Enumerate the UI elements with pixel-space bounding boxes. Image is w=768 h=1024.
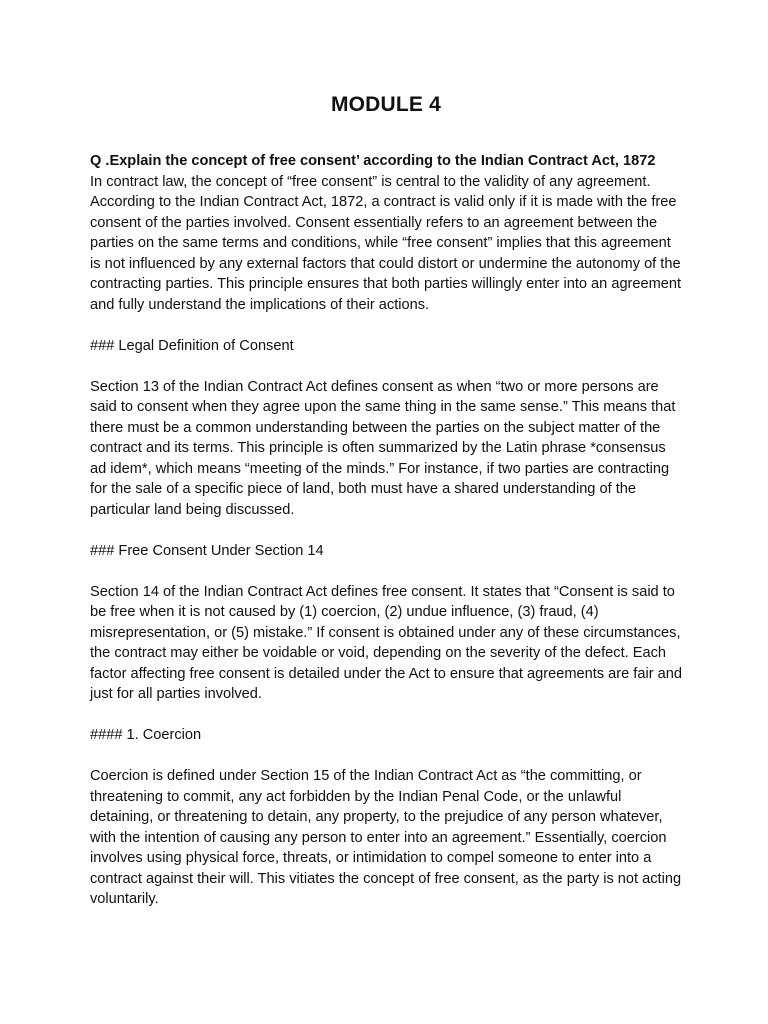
- page-title: MODULE 4: [330, 93, 442, 116]
- section-heading-free-consent: ### Free Consent Under Section 14: [90, 542, 324, 559]
- coercion-paragraph: Coercion is defined under Section 15 of the Indian Contract Act as “the committing, or threatening to commit, any act forbidden by the Indian Penal Code, or the unlawful detaining, or threatening to detain, any property, to the prejudice of any person whatever, with the intention of causing any person to enter into an agreement.” Essentially, coercion involves using physical force, threats, or intimidation to compel someone to enter into a contract against their will. This vitiates the concept of free consent, as the party is not acting voluntarily.: [90, 768, 682, 907]
- section-13-paragraph: Section 13 of the Indian Contract Act defines consent as when “two or more persons are said to consent when they agree upon the same thing in the same sense.” This means that there must be a common understanding between the parties on the subject matter of the contract and its terms. This principle is often summarized by the Latin phrase *consensus ad idem*, which means “meeting of the minds.” For instance, if two parties are contracting for the sale of a specific piece of land, both must have a shared understanding of the particular land being discussed.: [90, 378, 676, 518]
- question-heading: Q .Explain the concept of free consent’ according to the Indian Contract Act, 1872: [90, 153, 656, 169]
- document-page: [90, 92, 682, 930]
- section-heading-legal-definition: ### Legal Definition of Consent: [90, 337, 294, 354]
- intro-paragraph: In contract law, the concept of “free consent” is central to the validity of any agreement. According to the Indian Contract Act, 1872, a contract is valid only if it is made with the free consent of the parties involved. Consent essentially refers to an agreement between the parties on the same terms and conditions, while “free consent” implies that this agreement is not influenced by any external factors that could distort or undermine the autonomy of the contracting parties. This principle ensures that both parties willingly enter into an agreement and fully understand the implications of their actions.: [90, 173, 682, 313]
- section-14-paragraph: Section 14 of the Indian Contract Act defines free consent. It states that “Consent is said to be free when it is not caused by (1) coercion, (2) undue influence, (3) fraud, (4) misrepresentation, or (5) mistake.” If consent is obtained under any of these circumstances, the contract may either be voidable or void, depending on the severity of the defect. Each factor affecting free consent is detailed under the Act to ensure that agreements are fair and just for all parties involved.: [90, 583, 682, 702]
- subsection-heading-coercion: #### 1. Coercion: [90, 727, 202, 743]
